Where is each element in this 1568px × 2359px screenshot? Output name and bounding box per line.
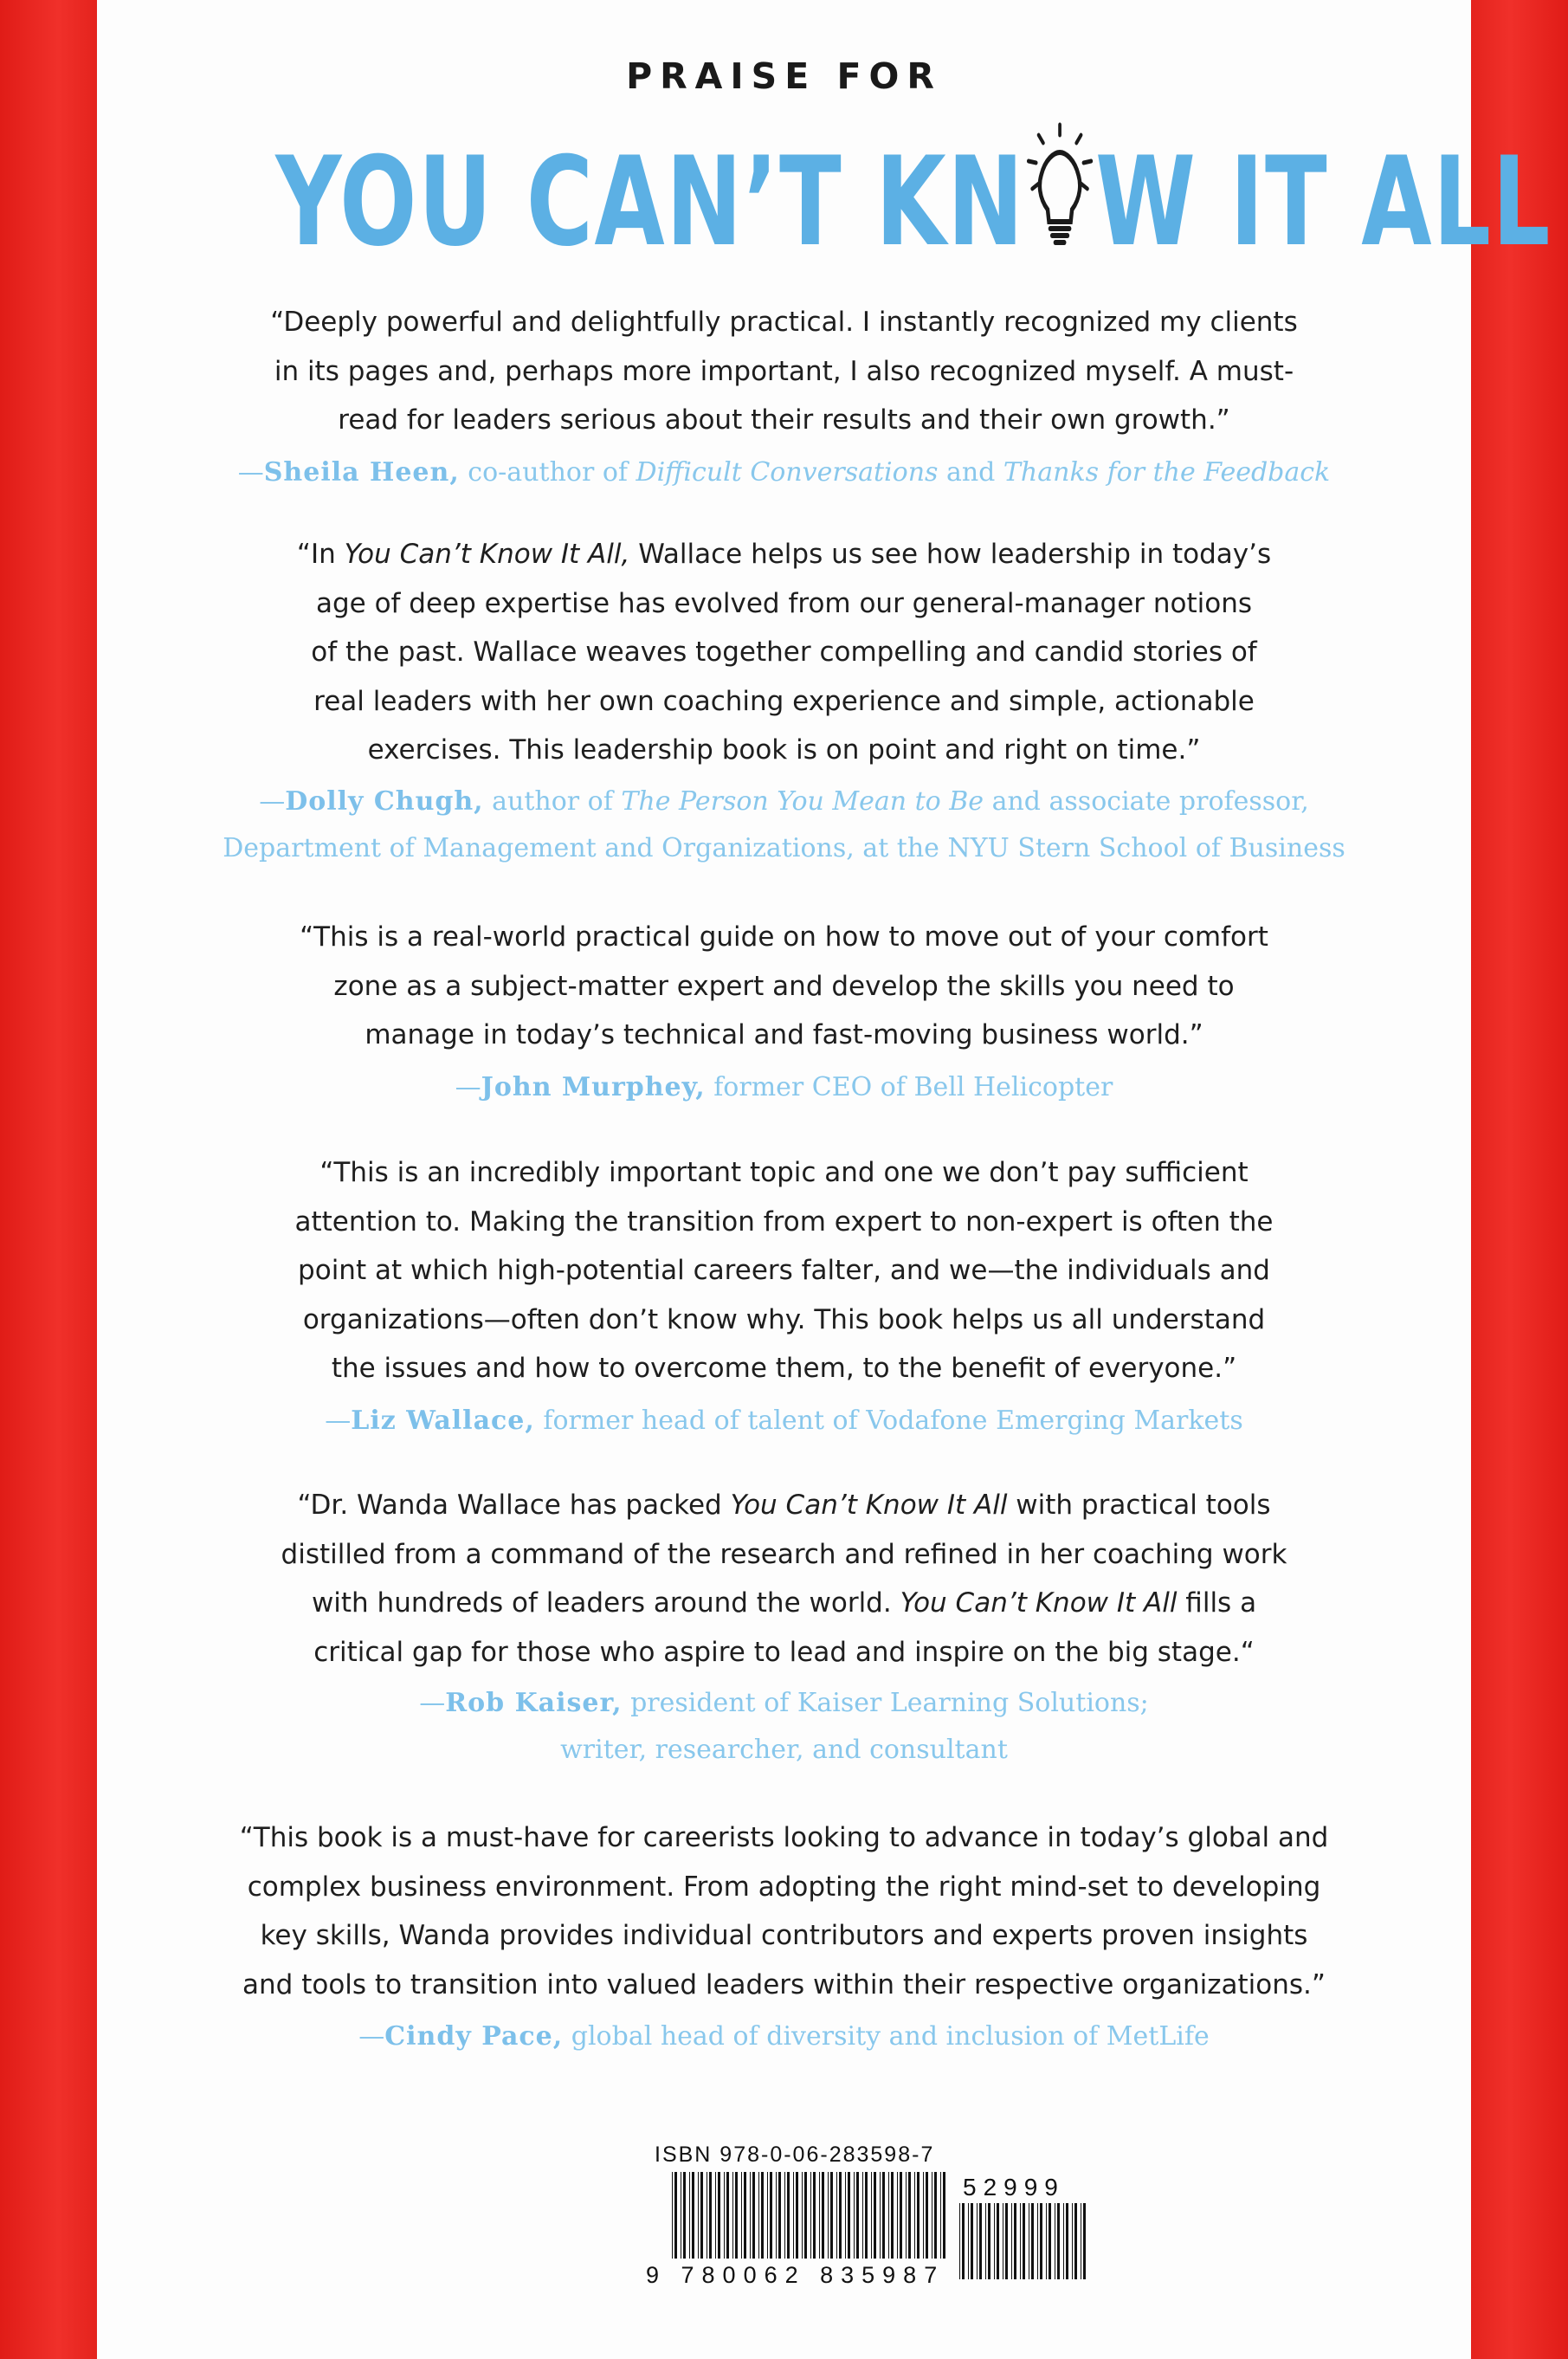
quote-3-attribution: —John Murphey, former CEO of Bell Helicopter: [455, 1071, 1113, 1102]
addon-barcode: [959, 2203, 1089, 2279]
quote-5-attribution: —Rob Kaiser, president of Kaiser Learning Solutions; writer, researcher, and consultant: [419, 1688, 1149, 1765]
isbn-barcode-block: [556, 2142, 1065, 2290]
quote-1-text: “Deeply powerful and delightfully practical. I instantly recognized my clients in its pages and, perhaps more important, I also recognized myself. A must- read for leaders serious about their results and their own growth.”: [270, 307, 1298, 436]
red-spine-left: [0, 0, 97, 2359]
praise-for-heading: PRAISE FOR: [626, 55, 942, 97]
attribution-name: Sheila Heen,: [263, 456, 460, 488]
quote-6-attribution: —Cindy Pace, global head of diversity and inclusion of MetLife: [358, 2021, 1210, 2052]
isbn-label: ISBN 978-0-06-283598-7: [655, 2142, 935, 2167]
attribution-name: John Murphey,: [481, 1071, 706, 1102]
title-part-1: YOU CAN’T KN: [275, 131, 1025, 274]
quote-2: [97, 530, 1471, 872]
ean-barcode: [672, 2172, 947, 2259]
book-title: [275, 120, 1552, 276]
barcode-ean-digits: 9 780062 835987: [646, 2262, 945, 2288]
quote-6-text: “This book is a must-have for careerists looking to advance in today’s global and complex business environment. From adopting the right mind-set to developing key skills, Wanda provides individual contributors and experts proven insights and tools to transition into valued leaders within their respective organizations.”: [239, 1822, 1329, 2000]
quote-5-text: “Dr. Wanda Wallace has packed You Can’t Know It All with practical tools distilled from a command of the research and refined in her coaching work with hundreds of leaders around the world. You Can’t Know It All fills a critical gap for those who aspire to lead and inspire on the big stage.“: [281, 1490, 1287, 1668]
quote-4: [97, 1148, 1471, 1445]
lightbulb-icon: [1025, 120, 1095, 249]
back-cover-page: [97, 0, 1552, 2359]
quote-6: [97, 1813, 1471, 2061]
quote-2-attribution: —Dolly Chugh, author of The Person You Mean to Be and associate professor, Department of Management and Organizations, at the NYU Stern School of Business: [223, 785, 1345, 863]
quote-4-text: “This is an incredibly important topic and one we don’t pay sufficient attention to. Making the transition from expert to non-expert is often the point at which high-potential careers falter, and we—the individuals and organizations—often don’t know why. This book helps us all understand the issues and how to overcome them, to the benefit of everyone.”: [294, 1157, 1274, 1384]
quote-5: [97, 1481, 1471, 1774]
quote-1: [97, 298, 1471, 497]
quote-3: [97, 913, 1471, 1112]
attribution-name: Cindy Pace,: [384, 2021, 564, 2052]
attribution-name: Liz Wallace,: [351, 1405, 535, 1436]
barcode-addon-digits: 52999: [963, 2174, 1065, 2201]
title-part-2: W IT ALL: [1094, 131, 1552, 274]
attribution-name: Rob Kaiser,: [445, 1688, 623, 1718]
quote-2-text: “In You Can’t Know It All, Wallace helps us see how leadership in today’s age of deep expertise has evolved from our general-manager notions of the past. Wallace weaves together compelling and candid stories of real leaders with her own coaching experience and simple, actionable exercises. This leadership book is on point and right on time.”: [296, 539, 1272, 766]
red-spine-right: [1471, 0, 1568, 2359]
quote-3-text: “This is a real-world practical guide on how to move out of your comfort zone as a subject-matter expert and develop the skills you need to manage in today’s technical and fast-moving business world.”: [300, 921, 1268, 1050]
quote-4-attribution: —Liz Wallace, former head of talent of Vodafone Emerging Markets: [325, 1405, 1243, 1436]
quote-1-attribution: —Sheila Heen, co-author of Difficult Conversations and Thanks for the Feedback: [237, 456, 1331, 488]
attribution-name: Dolly Chugh,: [285, 785, 484, 817]
